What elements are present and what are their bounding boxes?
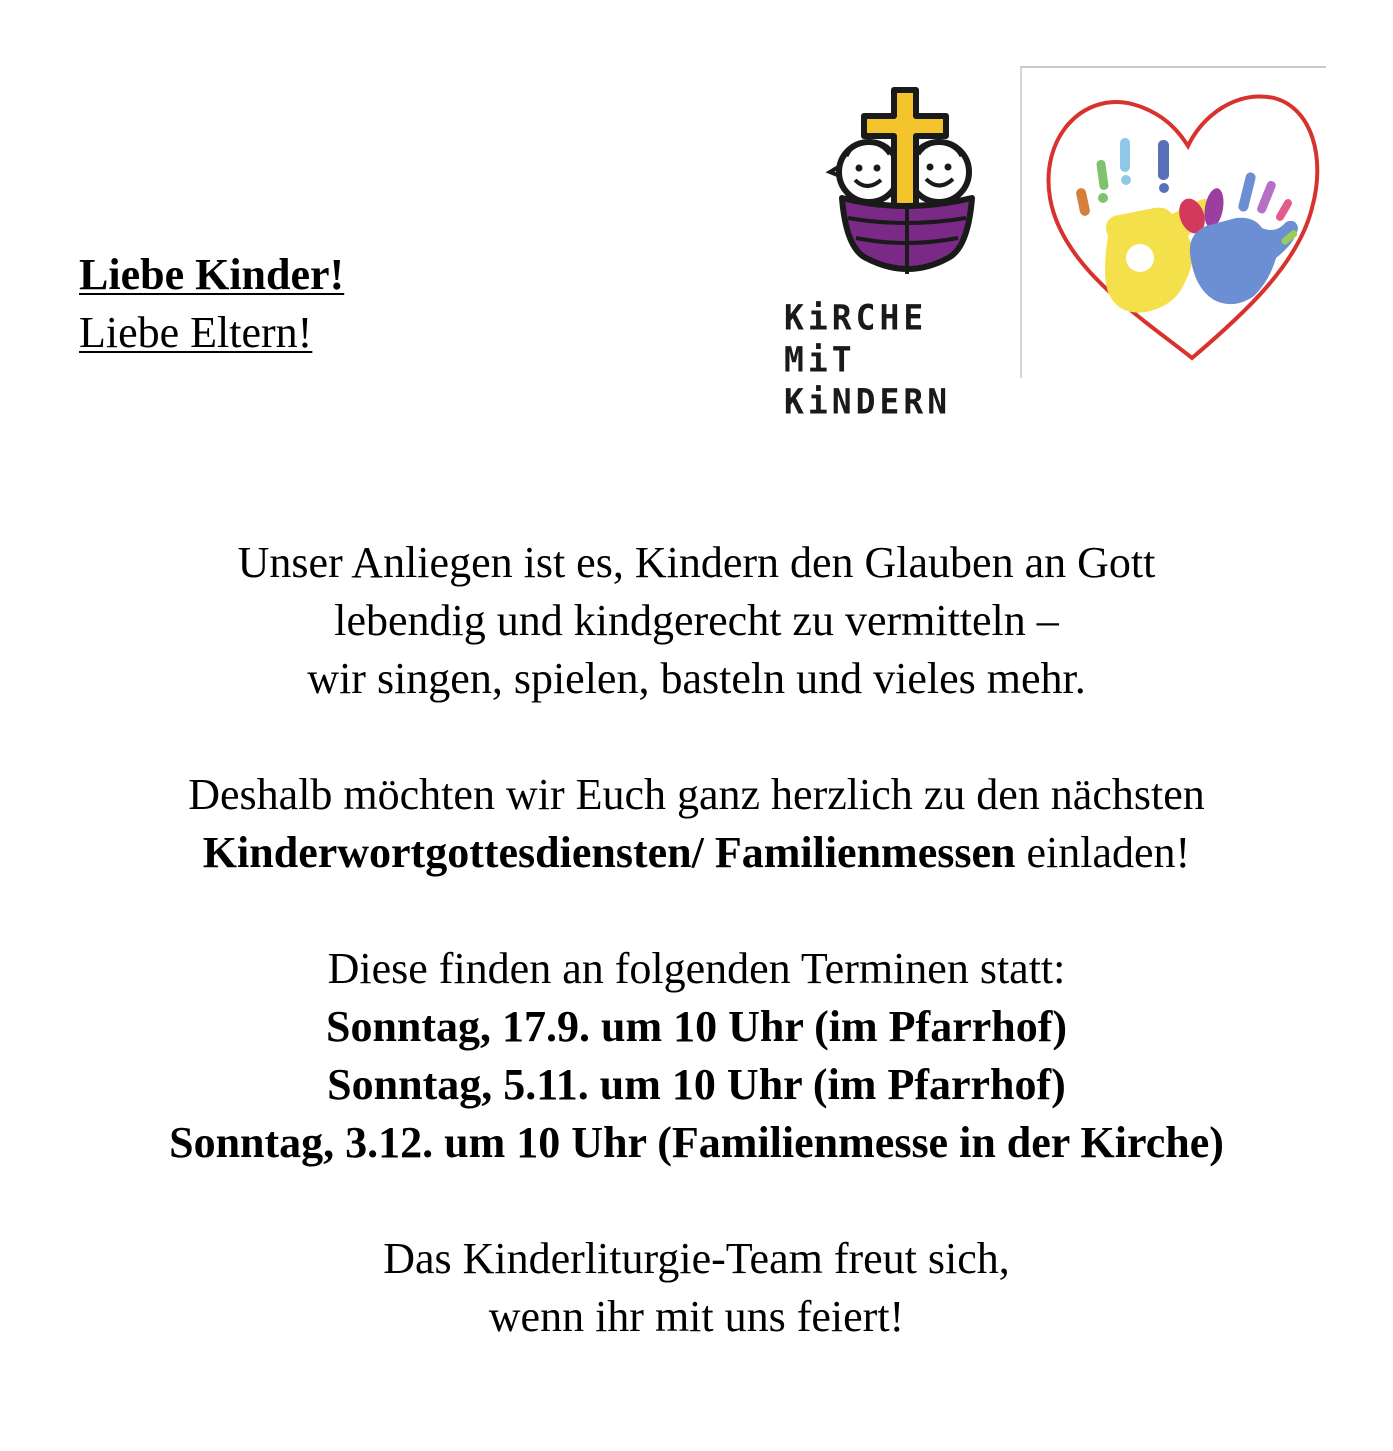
- closing-line: Das Kinderliturgie-Team freut sich,: [383, 1234, 1010, 1283]
- logo-text-line1: KiRCHE MiT: [784, 297, 928, 380]
- handprints-in-heart-logo-icon: [1022, 68, 1326, 378]
- logo-text-line2: KiNDERN: [784, 381, 952, 422]
- invite-line: Deshalb möchten wir Euch ganz herzlich zu den nächsten: [188, 770, 1205, 819]
- invite-paragraph: [0, 766, 1393, 882]
- dates-intro: Diese finden an folgenden Terminen statt:: [327, 944, 1066, 993]
- invitation-text: [0, 534, 1393, 1346]
- date-item: Sonntag, 3.12. um 10 Uhr (Familienmesse in der Kirche): [169, 1118, 1224, 1167]
- greeting: [79, 246, 344, 362]
- kirche-mit-kindern-logo-text: [784, 297, 1020, 423]
- intro-paragraph: [0, 534, 1393, 708]
- event-type-bold: Kinderwortgottesdiensten/ Familienmessen: [202, 828, 1016, 877]
- intro-line: lebendig und kindgerecht zu vermitteln –: [334, 596, 1059, 645]
- kirche-mit-kindern-logo: [776, 68, 1020, 422]
- invite-line-2: [0, 824, 1393, 882]
- invite-line-end: einladen!: [1015, 828, 1191, 877]
- greeting-parents: Liebe Eltern!: [79, 308, 313, 357]
- intro-line: wir singen, spielen, basteln und vieles mehr.: [307, 654, 1086, 703]
- dates-paragraph: [0, 940, 1393, 1172]
- date-item: Sonntag, 5.11. um 10 Uhr (im Pfarrhof): [327, 1060, 1066, 1109]
- handprints-heart-logo: [1020, 66, 1326, 378]
- closing-paragraph: [0, 1230, 1393, 1346]
- closing-line: wenn ihr mit uns feiert!: [488, 1292, 905, 1341]
- intro-line: Unser Anliegen ist es, Kindern den Glauben an Gott: [237, 538, 1156, 587]
- greeting-children: Liebe Kinder!: [79, 250, 345, 299]
- date-item: Sonntag, 17.9. um 10 Uhr (im Pfarrhof): [325, 1002, 1068, 1051]
